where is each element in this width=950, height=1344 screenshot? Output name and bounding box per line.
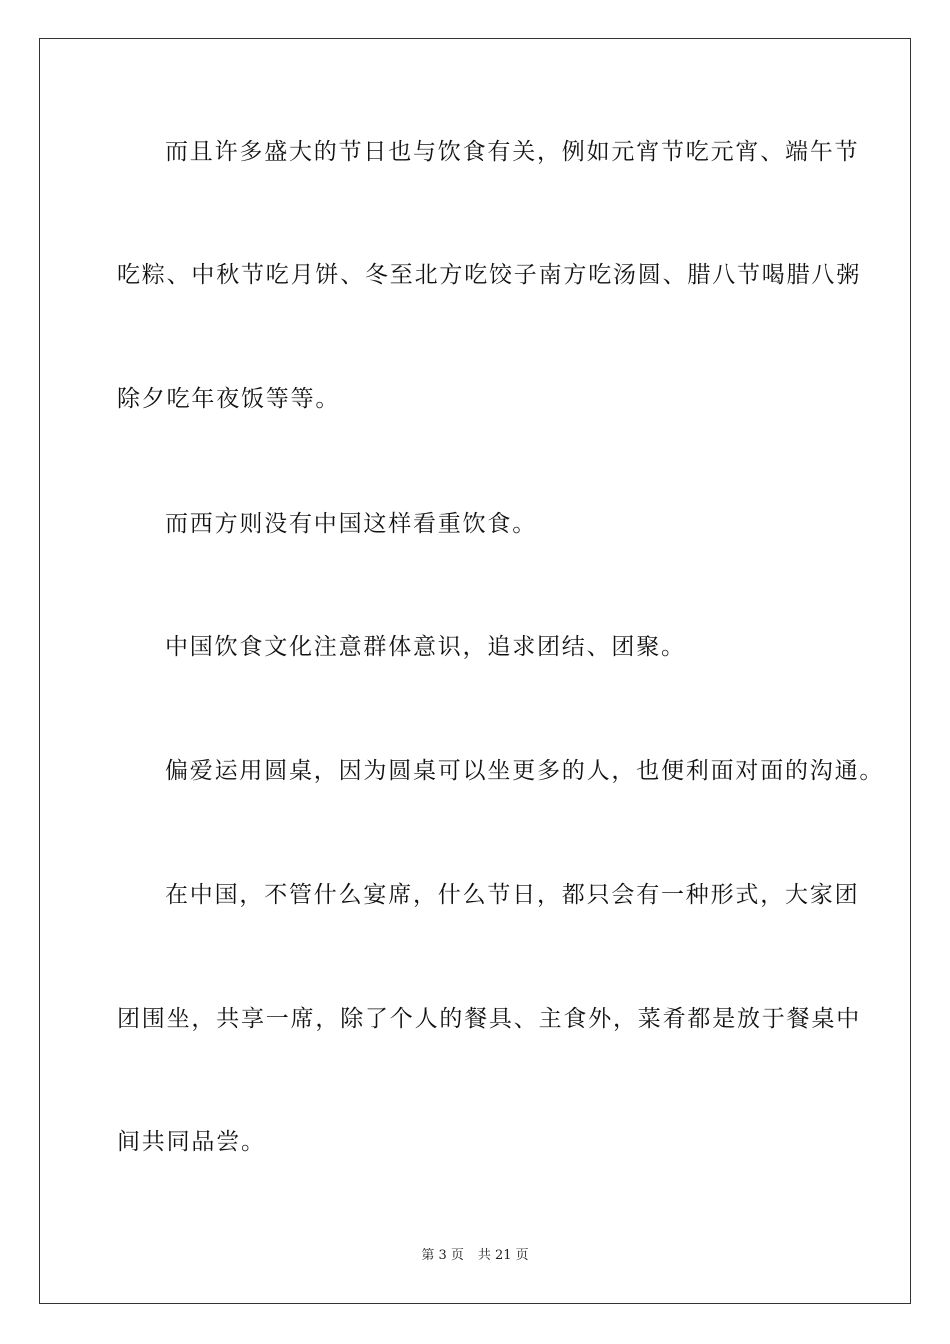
paragraph-line: 而西方则没有中国这样看重饮食。: [165, 511, 537, 537]
paragraph-line: 偏爱运用圆桌，因为圆桌可以坐更多的人，也便利面对面的沟通。: [165, 758, 885, 784]
paragraph-line: 间共同品尝。: [117, 1129, 266, 1155]
paragraph-line: 团围坐，共享一席，除了个人的餐具、主食外，菜肴都是放于餐桌中: [117, 1006, 861, 1032]
paragraph-line: 吃粽、中秋节吃月饼、冬至北方吃饺子南方吃汤圆、腊八节喝腊八粥: [117, 262, 861, 288]
paragraph-line: 在中国，不管什么宴席，什么节日，都只会有一种形式，大家团: [165, 882, 860, 908]
paragraph-line: 中国饮食文化注意群体意识，追求团结、团聚。: [165, 634, 686, 660]
page-total: 共 21 页: [477, 1248, 529, 1263]
page-number: 第 3 页: [421, 1248, 464, 1263]
paragraph-line: 除夕吃年夜饭等等。: [117, 386, 341, 412]
page-footer: [0, 1248, 950, 1264]
page-border: [39, 38, 911, 1304]
paragraph-line: 而且许多盛大的节日也与饮食有关，例如元宵节吃元宵、端午节: [165, 139, 860, 165]
